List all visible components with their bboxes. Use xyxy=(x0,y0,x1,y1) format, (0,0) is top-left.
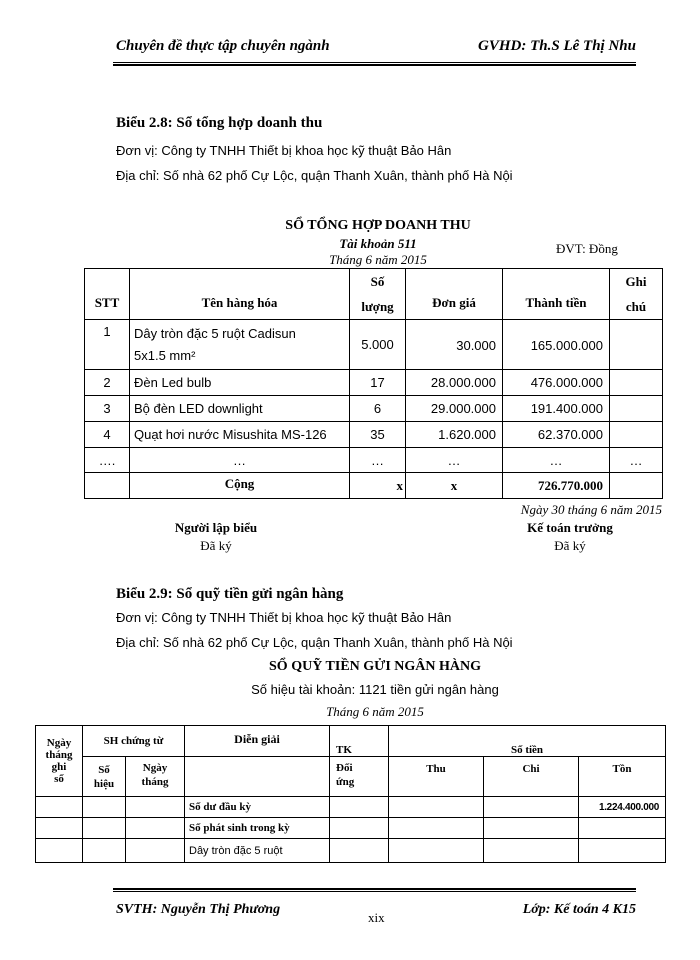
cell-note xyxy=(610,473,663,499)
cell-name: … xyxy=(130,448,350,473)
cell-note xyxy=(610,396,663,422)
col-voucher-date xyxy=(126,757,185,797)
col-note xyxy=(610,269,663,320)
col-name: Tên hàng hóa xyxy=(130,269,350,320)
cell-name: Bộ đèn LED downlight xyxy=(130,396,350,422)
cell-stt: 3 xyxy=(85,396,130,422)
col-qty xyxy=(350,269,406,320)
cell-price: 1.620.000 xyxy=(406,422,503,448)
section1-account: Tài khoản 511 xyxy=(339,236,417,251)
cell-name: Quạt hơi nước Misushita MS-126 xyxy=(130,422,350,448)
cell-note xyxy=(610,370,663,396)
header-rule-thick xyxy=(113,64,636,66)
col-voucher-no-line2: hiệu xyxy=(93,777,115,790)
col-in: Thu xyxy=(389,757,484,797)
col-voucher-date-line2: tháng xyxy=(141,776,169,788)
table-row xyxy=(36,818,666,839)
section2-account-no: Số hiệu tài khoản: 1121 tiền gửi ngân hàng xyxy=(251,682,499,697)
col-contra-line1: Đối xyxy=(336,762,353,774)
signer-right-title: Kế toán trưởng xyxy=(527,520,613,535)
col-record-date-line1: Ngày xyxy=(46,737,72,749)
total-price: x xyxy=(406,473,503,499)
cell-name-line1: Dây tròn đặc 5 ruột Cadisun xyxy=(134,325,296,341)
cell-price: 28.000.000 xyxy=(406,370,503,396)
revenue-table xyxy=(84,268,663,499)
col-contra-account xyxy=(330,757,389,797)
bank-ledger-table xyxy=(35,725,666,863)
col-tk: TK xyxy=(330,726,389,757)
section2-book-title: SỔ QUỸ TIỀN GỬI NGÂN HÀNG xyxy=(269,659,481,674)
cell-stt xyxy=(85,473,130,499)
section1-title: Biểu 2.8: Sổ tổng hợp doanh thu xyxy=(116,115,323,131)
page-number: xix xyxy=(368,910,385,925)
col-voucher-no-line1: Số xyxy=(98,763,110,776)
table-row xyxy=(85,320,663,370)
footer-rule xyxy=(113,891,636,892)
section1-address: Địa chỉ: Số nhà 62 phố Cự Lộc, quận Thanh Xuân, thành phố Hà Nội xyxy=(116,168,513,183)
cell-total: 191.400.000 xyxy=(503,396,610,422)
cell-price: … xyxy=(406,448,503,473)
cell-note xyxy=(610,422,663,448)
col-voucher-no xyxy=(83,757,126,797)
cell-price: 29.000.000 xyxy=(406,396,503,422)
col-out: Chi xyxy=(484,757,579,797)
table-row xyxy=(85,422,663,448)
section1-unit: Đơn vị: Công ty TNHH Thiết bị khoa học kỹ thuật Bảo Hân xyxy=(116,143,452,158)
section2-title: Biểu 2.9: Sổ quỹ tiền gửi ngân hàng xyxy=(116,586,344,602)
cell-total: 165.000.000 xyxy=(503,320,610,370)
cell-balance xyxy=(579,839,666,863)
cell-qty: … xyxy=(350,448,406,473)
cell-stt: …. xyxy=(85,448,130,473)
cell-description: Số dư đầu kỳ xyxy=(185,797,330,818)
table-row-ellipsis xyxy=(85,448,663,473)
col-contra-line2: ứng xyxy=(336,776,355,788)
section1-book-title: SỔ TỔNG HỢP DOANH THU xyxy=(285,218,471,233)
col-voucher-date-line1: Ngày xyxy=(142,762,168,774)
cell-description: Dây tròn đặc 5 ruột xyxy=(185,839,330,863)
table-row xyxy=(36,797,666,818)
col-record-date-line4: sổ xyxy=(54,773,64,785)
total-label: Cộng xyxy=(130,473,350,499)
cell-note xyxy=(610,320,663,370)
section2-month: Tháng 6 năm 2015 xyxy=(326,704,424,719)
col-price: Đơn giá xyxy=(406,269,503,320)
cell-qty: 17 xyxy=(350,370,406,396)
cell-total: 476.000.000 xyxy=(503,370,610,396)
table-row xyxy=(85,370,663,396)
section2-address: Địa chỉ: Số nhà 62 phố Cự Lộc, quận Thanh Xuân, thành phố Hà Nội xyxy=(116,635,513,650)
header-left: Chuyên đề thực tập chuyên ngành xyxy=(116,38,330,54)
section1-date: Ngày 30 tháng 6 năm 2015 xyxy=(520,502,662,517)
cell-total: … xyxy=(503,448,610,473)
table-total-row xyxy=(85,473,663,499)
section1-month: Tháng 6 năm 2015 xyxy=(329,252,427,267)
cell-stt: 1 xyxy=(85,320,130,370)
col-description-sub xyxy=(185,757,330,797)
cell-qty: 6 xyxy=(350,396,406,422)
section1-dvt: ĐVT: Đồng xyxy=(556,241,618,256)
cell-description: Số phát sinh trong kỳ xyxy=(185,818,330,839)
cell-balance: 1.224.400.000 xyxy=(579,797,666,818)
cell-qty: 35 xyxy=(350,422,406,448)
cell-balance xyxy=(579,818,666,839)
table-row xyxy=(36,839,666,863)
cell-name: Đèn Led bulb xyxy=(130,370,350,396)
col-record-date xyxy=(36,726,83,797)
header-right: GVHD: Th.S Lê Thị Nhu xyxy=(478,38,636,54)
footer-rule-thick xyxy=(113,888,636,890)
cell-stt: 4 xyxy=(85,422,130,448)
col-amount: Số tiền xyxy=(389,726,666,757)
cell-total: 62.370.000 xyxy=(503,422,610,448)
cell-name xyxy=(130,320,350,370)
cell-note: … xyxy=(610,448,663,473)
col-description: Diễn giải xyxy=(185,726,330,757)
col-total: Thành tiền xyxy=(503,269,610,320)
cell-stt: 2 xyxy=(85,370,130,396)
section2-unit: Đơn vị: Công ty TNHH Thiết bị khoa học kỹ thuật Bảo Hân xyxy=(116,610,452,625)
col-note-line2: chú xyxy=(625,299,647,314)
total-qty: x xyxy=(350,473,406,499)
col-balance: Tồn xyxy=(579,757,666,797)
col-qty-line2: lượng xyxy=(361,299,394,314)
col-stt: STT xyxy=(85,269,130,320)
cell-price: 30.000 xyxy=(406,320,503,370)
signer-left-status: Đã ký xyxy=(200,538,232,553)
signer-left-title: Người lập biểu xyxy=(174,520,258,535)
footer-right: Lớp: Kế toán 4 K15 xyxy=(522,902,636,917)
cell-name-line2: 5x1.5 mm² xyxy=(134,347,196,363)
col-qty-line1: Số xyxy=(370,274,385,289)
col-note-line1: Ghi xyxy=(625,274,647,289)
col-voucher: SH chứng từ xyxy=(83,726,185,757)
signer-right-status: Đã ký xyxy=(554,538,586,553)
col-record-date-line2: tháng xyxy=(45,749,73,761)
table-row xyxy=(85,396,663,422)
header-rule xyxy=(113,62,636,63)
footer-left: SVTH: Nguyễn Thị Phương xyxy=(116,902,281,917)
total-amount: 726.770.000 xyxy=(503,473,610,499)
cell-qty: 5.000 xyxy=(350,320,406,370)
col-record-date-line3: ghi xyxy=(51,761,67,773)
